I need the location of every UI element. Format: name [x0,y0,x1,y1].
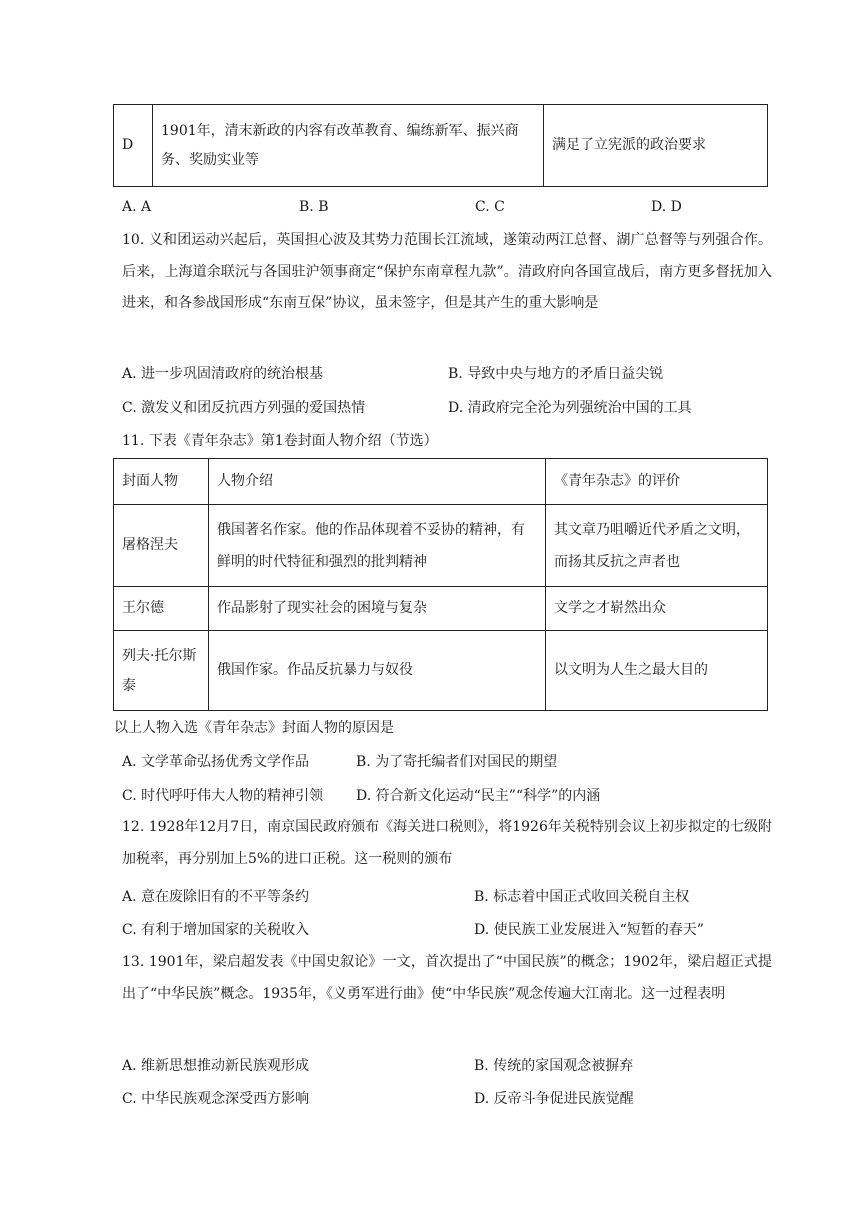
q9-table-row-d [113,104,768,187]
q11-option-a[interactable]: A. 文学革命弘扬优秀文学作品 [122,754,310,770]
table-cell: 俄国著名作家。他的作品体现着不妥协的精神，有鲜明的时代特征和强烈的批判精神 [209,505,546,587]
table-cell: 列夫·托尔斯泰 [114,631,209,711]
q13-option-a[interactable]: A. 维新思想推动新民族观形成 [122,1058,310,1074]
q10-stem: 10. 义和团运动兴起后，英国担心波及其势力范围长江流域，遂策动两江总督、湖广总督等与列强合作。后来，上海道余联沅与各国驻沪领事商定“保护东南章程九款”。清政府向各国宣战后，南方更多督抚加入进来，和各参战国形成“东南互保”协议，虽未签字，但是其产生的重大影响是 [122,232,772,311]
q9-option-d[interactable]: D. D [651,199,682,215]
q9-option-c[interactable]: C. C [475,199,505,215]
table-cell: 屠格涅夫 [114,505,209,587]
q13-option-d[interactable]: D. 反帝斗争促进民族觉醒 [474,1091,634,1107]
q13-option-b[interactable]: B. 传统的家国观念被摒弃 [474,1058,634,1074]
table-row [114,587,768,631]
q11-option-d[interactable]: D. 符合新文化运动“民主”“科学”的内涵 [356,788,601,804]
row-result: 满足了立宪派的政治要求 [544,105,768,187]
table-cell: 以文明为人生之最大目的 [546,631,768,711]
header-cell: 《青年杂志》的评价 [546,459,768,505]
q10-option-c[interactable]: C. 激发义和团反抗西方列强的爱国热情 [122,400,366,416]
table-cell: 王尔德 [114,587,209,631]
q9-option-b[interactable]: B. B [299,199,329,215]
table-cell: 俄国作家。作品反抗暴力与奴役 [209,631,546,711]
q12-option-c[interactable]: C. 有利于增加国家的关税收入 [122,922,310,938]
header-cell: 封面人物 [114,459,209,505]
table-header-row [114,459,768,505]
q12-stem: 12. 1928年12月7日，南京国民政府颁布《海关进口税则》，将1926年关税特别会议上初步拟定的七级附加税率，再分别加上5%的进口正税。这一税则的颁布 [122,819,772,867]
q10-option-d[interactable]: D. 清政府完全沦为列强统治中国的工具 [448,400,692,416]
row-label: D [114,105,153,187]
header-cell: 人物介绍 [209,459,546,505]
q11-option-c[interactable]: C. 时代呼吁伟大人物的精神引领 [122,788,324,804]
table-row [114,631,768,711]
q12-option-a[interactable]: A. 意在废除旧有的不平等条约 [122,889,310,905]
q13-option-c[interactable]: C. 中华民族观念深受西方影响 [122,1091,310,1107]
q10-option-a[interactable]: A. 进一步巩固清政府的统治根基 [122,366,324,382]
q11-question: 以上人物入选《青年杂志》封面人物的原因是 [114,720,394,736]
q11-stem: 11. 下表《青年杂志》第1卷封面人物介绍（节选） [122,433,438,449]
q13-stem: 13. 1901年，梁启超发表《中国史叙论》一文，首次提出了“中国民族”的概念；1902年，梁启超正式提出了“中华民族”概念。1935年，《义勇军进行曲》使“中华民族”观念传遍大江南北。这一过程表明 [122,954,772,1002]
q12-option-d[interactable]: D. 使民族工业发展进入“短暂的春天” [474,922,704,938]
table-row [114,505,768,587]
q11-table [113,458,768,711]
table-cell: 作品影射了现实社会的困境与复杂 [209,587,546,631]
row-content: 1901年，清末新政的内容有改革教育、编练新军、振兴商务、奖励实业等 [153,105,544,187]
table-cell: 其文章乃咀嚼近代矛盾之文明，而扬其反抗之声者也 [546,505,768,587]
q9-option-a[interactable]: A. A [122,199,152,215]
q12-option-b[interactable]: B. 标志着中国正式收回关税自主权 [474,889,690,905]
q10-option-b[interactable]: B. 导致中央与地方的矛盾日益尖锐 [448,366,664,382]
table-cell: 文学之才崭然出众 [546,587,768,631]
q11-option-b[interactable]: B. 为了寄托编者们对国民的期望 [356,754,558,770]
